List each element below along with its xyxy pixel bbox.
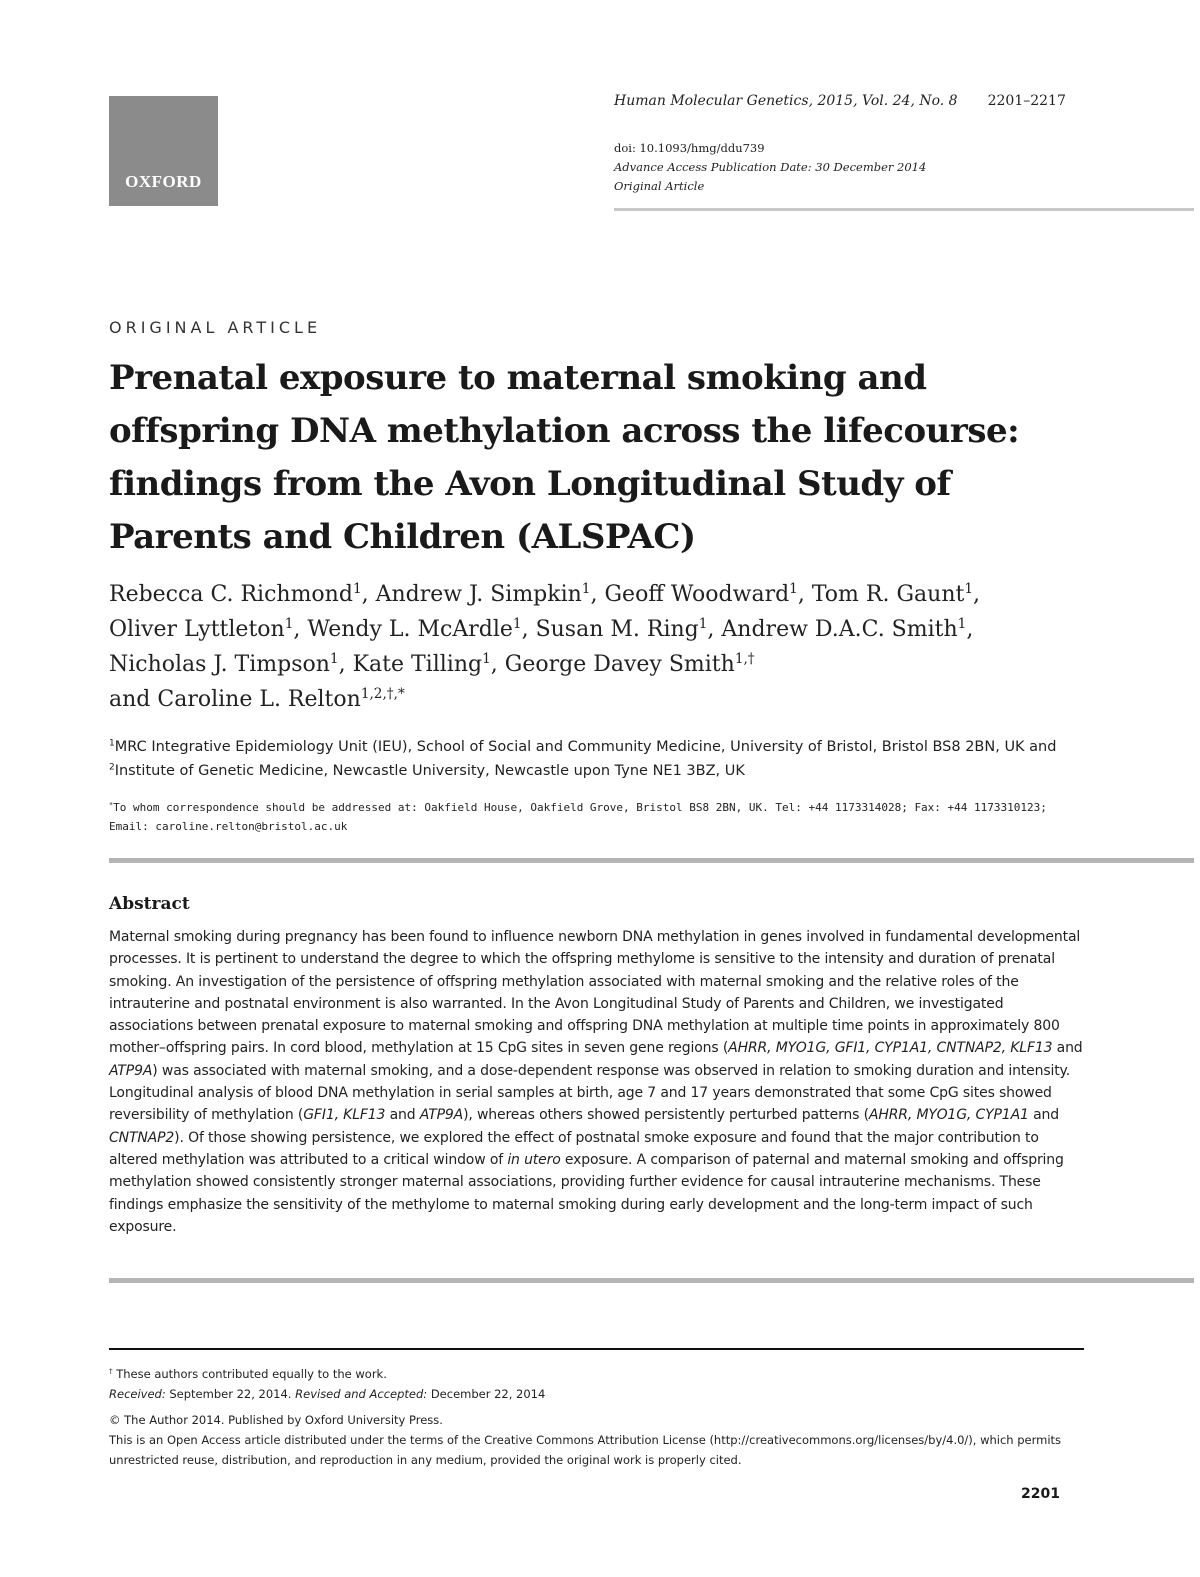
oxford-logo <box>109 96 218 206</box>
header-divider <box>614 208 1194 211</box>
footnote-license: This is an Open Access article distributed under the terms of the Creative Commons Attribution License (http://creativecommons.org/licenses/by/4.0/), which permits unrestricted reuse, distribution, and reproduction in any medium, provided the original work is properly cited. <box>109 1433 1062 1467</box>
doi: doi: 10.1093/hmg/ddu739 <box>614 141 765 155</box>
abstract-top-rule <box>109 858 1194 863</box>
author: Susan M. Ring <box>535 617 699 642</box>
footnote-rule <box>109 1348 1084 1350</box>
article-title: Prenatal exposure to maternal smoking and offspring DNA methylation across the lifecourse: findings from the Avon Longitudinal Study of Parents and Children (ALSPAC) <box>109 358 1020 557</box>
journal-name: Human Molecular Genetics, 2015, Vol. 24, No. 8 <box>614 93 958 109</box>
authors-and: and <box>109 687 151 712</box>
author: Nicholas J. Timpson <box>109 652 330 677</box>
article-type: Original Article <box>614 179 705 193</box>
publication-date: Advance Access Publication Date: 30 December 2014 <box>614 160 927 174</box>
author-list: Rebecca C. Richmond$^1$, Andrew J. Simpkin$^1$, Geoff Woodward$^1$, Tom R. Gaunt$^1$, Oliver Lyttleton$^1$, Wendy L. McArdle$^1$, Susan M. Ring$^1$, Andrew D.A.C. Smith$^1$, Nicholas J. Timpson$^1$, Kate Tilling$^1$, George Davey Smith$^{1,\dagger}$ and Caroline L. Relton$^{1,2,\dagger,*}$ <box>109 580 981 712</box>
author: Caroline L. Relton <box>157 687 361 712</box>
correspondence-email[interactable]: Email: caroline.relton@bristol.ac.uk <box>109 820 348 833</box>
journal-citation <box>614 93 1066 109</box>
abstract-text: Maternal smoking during pregnancy has been found to influence newborn DNA methylation in genes involved in fundamental developmental processes. It is pertinent to understand the degree to which the offspring methylome is sensitive to the intensity and duration of prenatal smoking. An investigation of the persistence of offspring methylation associated with maternal smoking and the relative roles of the intrauterine and postnatal environment is also warranted. In the Avon Longitudinal Study of Parents and Children, we investigated associations between prenatal exposure to maternal smoking and offspring DNA methylation at multiple time points in approximately 800 mother–offspring pairs. In cord blood, methylation at 15 CpG sites in seven gene regions (AHRR, MYO1G, GFI1, CYP1A1, CNTNAP2, KLF13 and ATP9A) was associated with maternal smoking, and a dose-dependent response was observed in relation to smoking duration and intensity. Longitudinal analysis of blood DNA methylation in serial samples at birth, age 7 and 17 years demonstrated that some CpG sites showed reversibility of methylation (GFI1, KLF13 and ATP9A), whereas others showed persistently perturbed patterns (AHRR, MYO1G, CYP1A1 and CNTNAP2). Of those showing persistence, we explored the effect of postnatal smoke exposure and found that the major contribution to altered methylation was attributed to a critical window of in utero exposure. A comparison of paternal and maternal smoking and offspring methylation showed consistently stronger maternal associations, providing further evidence for causal intrauterine mechanisms. These findings emphasize the sensitivity of the methylome to maternal smoking during early development and the long-term impact of such exposure. <box>109 929 1083 1235</box>
abstract-heading: Abstract <box>109 894 190 914</box>
page-number: 2201 <box>1021 1486 1060 1502</box>
affiliations: $^1$MRC Integrative Epidemiology Unit (IEU), School of Social and Community Medicine, University of Bristol, Bristol BS8 2BN, UK and $^2$Institute of Genetic Medicine, Newcastle University, Newcastle upon Tyne NE1 3BZ, UK <box>109 738 1057 779</box>
author: Wendy L. McArdle <box>307 617 513 642</box>
author: Andrew J. Simpkin <box>375 582 582 607</box>
author: Geoff Woodward <box>604 582 790 607</box>
author: Kate Tilling <box>352 652 483 677</box>
author: Oliver Lyttleton <box>109 617 285 642</box>
abstract-bottom-rule <box>109 1278 1194 1283</box>
footnote-equal: † These authors contributed equally to the work. <box>109 1366 387 1381</box>
logo-text: OXFORD <box>125 172 202 191</box>
correspondence: *To whom correspondence should be addressed at: Oakfield House, Oakfield Grove, Bristol BS8 2BN, UK. Tel: +44 1173314028; Fax: +44 1173310123; Email: caroline.relton@bristol.ac.uk <box>109 800 1047 833</box>
page-range: 2201–2217 <box>987 93 1066 109</box>
affiliation-2: Institute of Genetic Medicine, Newcastle University, Newcastle upon Tyne NE1 3BZ, UK <box>114 763 745 779</box>
footnote-copyright: © The Author 2014. Published by Oxford University Press. <box>109 1413 443 1427</box>
affiliation-1: MRC Integrative Epidemiology Unit (IEU), School of Social and Community Medicine, University of Bristol, Bristol BS8 2BN, UK and <box>114 739 1057 755</box>
article-meta <box>614 139 926 196</box>
author: Rebecca C. Richmond <box>109 582 353 607</box>
footnote-dates: Received: September 22, 2014. Revised and Accepted: December 22, 2014 <box>109 1387 546 1401</box>
correspondence-address: To whom correspondence should be addressed at: Oakfield House, Oakfield Grove, Bristol BS8 2BN, UK. Tel: +44 1173314028; Fax: +44 1173310123; <box>113 801 1047 814</box>
author: Andrew D.A.C. Smith <box>721 617 958 642</box>
author: Tom R. Gaunt <box>811 582 965 607</box>
author: George Davey Smith <box>504 652 735 677</box>
section-label: ORIGINAL ARTICLE <box>109 318 322 337</box>
